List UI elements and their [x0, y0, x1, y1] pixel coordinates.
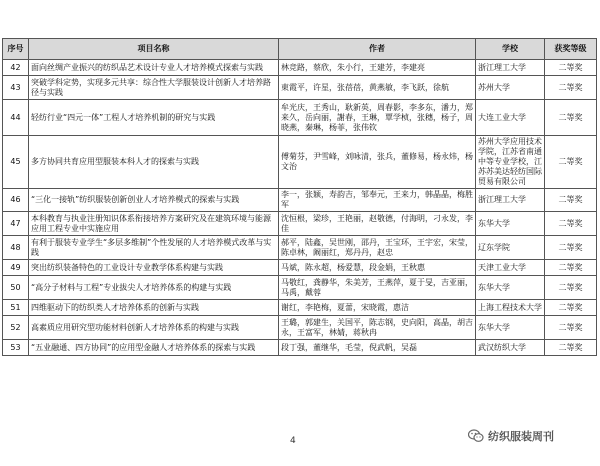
header-school: 学校: [476, 39, 545, 60]
row-school: 苏州大学应用技术学院，江苏省南通中等专业学校，江苏苏美达轻纺国际贸易有限公司: [476, 136, 545, 189]
row-title: 高素质应用研究型功能材料创新人才培养体系的构建与实践: [29, 316, 279, 340]
row-title: 四维驱动下的纺织类人才培养体系的创新与实践: [29, 300, 279, 316]
awards-table: [2, 38, 597, 356]
row-no: 49: [3, 260, 29, 276]
row-authors: 傅菊芬，尹雪峰，刘咏清，张兵，董修易，杨永炜，杨文治: [279, 136, 476, 189]
row-school: 武汉纺织大学: [476, 340, 545, 356]
row-school: 辽东学院: [476, 236, 545, 260]
row-award: 二等奖: [545, 189, 597, 212]
row-no: 47: [3, 212, 29, 236]
watermark: [468, 428, 554, 444]
row-award: 二等奖: [545, 236, 597, 260]
row-award: 二等奖: [545, 76, 597, 100]
row-title: 多方协同共育应用型服装本科人才的探索与实践: [29, 136, 279, 189]
table-row: [3, 136, 597, 189]
row-school: 苏州大学: [476, 76, 545, 100]
row-no: 46: [3, 189, 29, 212]
row-authors: 沈恒根，梁珍，王艳丽，赵敬德，付海明，刁永发，李佳: [279, 212, 476, 236]
table-row: [3, 340, 597, 356]
row-authors: 谢红，李艳梅，夏蕾，宋晓霞，惠洁: [279, 300, 476, 316]
row-school: 浙江理工大学: [476, 60, 545, 76]
row-no: 53: [3, 340, 29, 356]
table-row: [3, 260, 597, 276]
row-title: 轻纺行业“四元一体”工程人才培养机制的研究与实践: [29, 100, 279, 136]
row-title: “五业融通、四方协同”的应用型金融人才培养体系的探索与实践: [29, 340, 279, 356]
row-title: 面向丝绸产业振兴的纺织品艺术设计专业人才培养模式探索与实践: [29, 60, 279, 76]
row-award: 二等奖: [545, 340, 597, 356]
row-no: 44: [3, 100, 29, 136]
table-row: [3, 212, 597, 236]
row-title: 有利于服装专业学生“多层多维制”个性发展的人才培养模式改革与实践: [29, 236, 279, 260]
row-award: 二等奖: [545, 316, 597, 340]
row-school: 东华大学: [476, 316, 545, 340]
table-row: [3, 189, 597, 212]
row-no: 52: [3, 316, 29, 340]
row-authors: 林竞路，蔡欣，朱小行，王建芳，李建亮: [279, 60, 476, 76]
header-authors: 作者: [279, 39, 476, 60]
watermark-text: 纺织服装周刊: [488, 430, 554, 443]
header-title: 项目名称: [29, 39, 279, 60]
row-award: 二等奖: [545, 300, 597, 316]
row-school: 天津工业大学: [476, 260, 545, 276]
row-title: 突出纺织装备特色的工业设计专业教学体系构建与实践: [29, 260, 279, 276]
row-award: 二等奖: [545, 260, 597, 276]
table-row: [3, 316, 597, 340]
row-no: 45: [3, 136, 29, 189]
row-school: 浙江理工大学: [476, 189, 545, 212]
row-school: 东华大学: [476, 276, 545, 300]
row-school: 上海工程技术大学: [476, 300, 545, 316]
row-no: 51: [3, 300, 29, 316]
row-authors: 李一，张颖，寿韵吉，邹奉元，王来力，韩晶晶，梅胜军: [279, 189, 476, 212]
row-award: 二等奖: [545, 136, 597, 189]
wechat-icon: [468, 429, 484, 443]
row-award: 二等奖: [545, 100, 597, 136]
row-authors: 马敬红，龚静华，朱美芳，王燕萍，夏于旻，吉亚丽，马禹，戴蓉: [279, 276, 476, 300]
header-award: 获奖等级: [545, 39, 597, 60]
row-title: 突破学科定势，实现多元共享：综合性大学服装设计创新人才培养路径与实践: [29, 76, 279, 100]
row-authors: 牟光庆，王秀山，耿新英，周春影，李多东，潘力，郑来久，岳向丽，謝春，王琳，覃学桢，张穗，杨子，周晓燕，秦琳，杨菲，张伟钦: [279, 100, 476, 136]
row-no: 42: [3, 60, 29, 76]
row-authors: 段丁强，董继华，毛莹，倪武帆，吴磊: [279, 340, 476, 356]
row-authors: 東霞平，许星，张蓓蓓，黄燕敏，李飞跃，徐航: [279, 76, 476, 100]
row-no: 43: [3, 76, 29, 100]
row-title: “三化一接轨”纺织服装创新创业人才培养模式的探索与实践: [29, 189, 279, 212]
table-row: [3, 76, 597, 100]
table-row: [3, 276, 597, 300]
page-number: 4: [290, 436, 296, 446]
row-title: “高分子材料与工程”专业拔尖人才培养体系的构建与实践: [29, 276, 279, 300]
header-no: 序号: [3, 39, 29, 60]
table-row: [3, 236, 597, 260]
table-row: [3, 60, 597, 76]
row-school: 东华大学: [476, 212, 545, 236]
row-award: 二等奖: [545, 212, 597, 236]
row-award: 二等奖: [545, 276, 597, 300]
row-school: 大连工业大学: [476, 100, 545, 136]
table-header-row: [3, 39, 597, 60]
table-row: [3, 100, 597, 136]
row-no: 48: [3, 236, 29, 260]
row-award: 二等奖: [545, 60, 597, 76]
row-authors: 王璐，郭建生，关国平，陈志钢，史向阳，高晶，胡吉永，王富军，林婧，蒋秋冉: [279, 316, 476, 340]
row-title: 本科教育与执业注册知识体系衔接培养方案研究及在建筑环境与能源应用工程专业中实施应用: [29, 212, 279, 236]
row-authors: 郝平，陆鑫，吴世刚，邵丹，王宝环，王宇宏，宋莹，陈卓林，阚丽红，郑丹丹，赵忠: [279, 236, 476, 260]
row-authors: 马斌，陈永超，杨爱慧，段金娟，王秋惠: [279, 260, 476, 276]
row-no: 50: [3, 276, 29, 300]
table-row: [3, 300, 597, 316]
